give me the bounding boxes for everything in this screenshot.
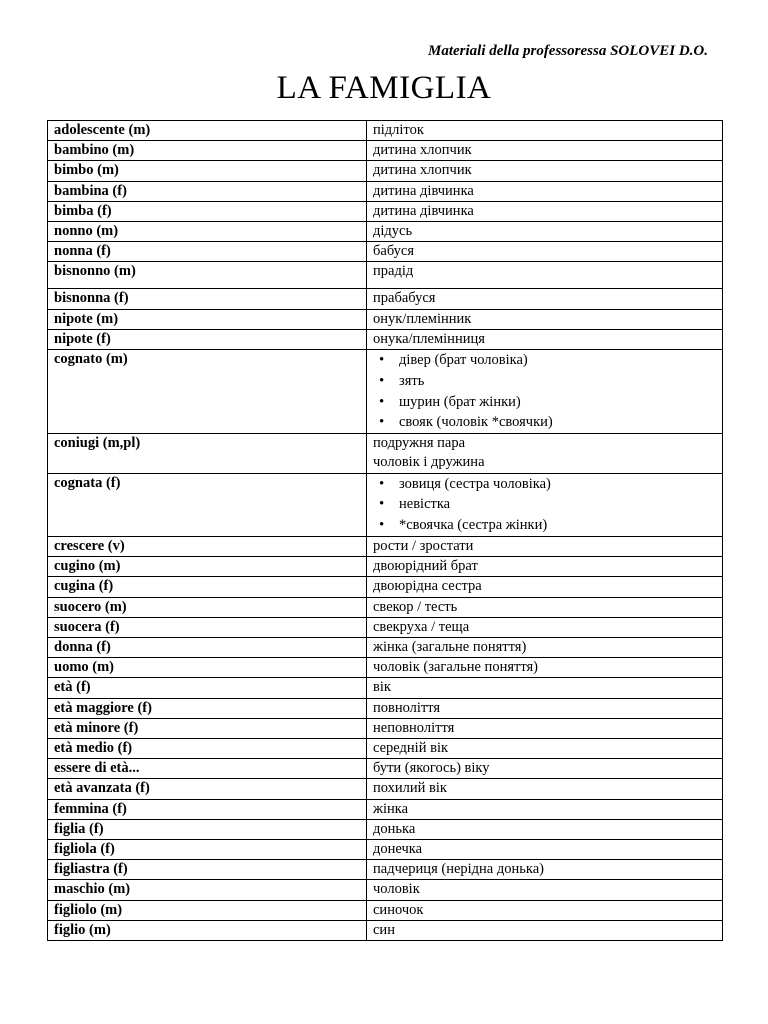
translation-line: синочок: [373, 901, 424, 918]
table-row: [48, 900, 723, 920]
translation-list-item: • шурин (брат жінки): [399, 392, 716, 413]
table-row: [48, 920, 723, 940]
italian-term: figliolo (m): [48, 900, 367, 920]
italian-term: nipote (m): [48, 309, 367, 329]
translation-line: похилий вік: [373, 780, 447, 797]
translation-line: жінка (загальне поняття): [373, 639, 527, 656]
translation-line: свекор / тесть: [373, 598, 458, 615]
ukrainian-translation: [367, 557, 723, 577]
table-row: [48, 739, 723, 759]
translation-line: бабуся: [373, 243, 414, 260]
translation-line: бути (якогось) віку: [373, 760, 490, 777]
italian-term: suocera (f): [48, 617, 367, 637]
italian-term: bambina (f): [48, 181, 367, 201]
translation-line: чоловік: [373, 881, 420, 898]
ukrainian-translation: [367, 350, 723, 434]
italian-term: donna (f): [48, 638, 367, 658]
table-row: [48, 617, 723, 637]
ukrainian-translation: [367, 262, 723, 289]
italian-term: femmina (f): [48, 799, 367, 819]
ukrainian-translation: [367, 537, 723, 557]
italian-term: figliastra (f): [48, 860, 367, 880]
table-row: [48, 242, 723, 262]
translation-list: [373, 350, 716, 433]
italian-term: bimbo (m): [48, 161, 367, 181]
ukrainian-translation: [367, 739, 723, 759]
translation-list-item: • дівер (брат чоловіка): [399, 350, 716, 371]
translation-line: чоловік і дружина: [373, 454, 485, 471]
table-row: [48, 329, 723, 349]
translation-line: подружня пара: [373, 435, 466, 452]
italian-term: adolescente (m): [48, 121, 367, 141]
italian-term: nonna (f): [48, 242, 367, 262]
translation-line: підліток: [373, 122, 424, 138]
translation-line: двоюрідний брат: [373, 558, 478, 575]
translation-line: вік: [373, 679, 391, 696]
page-title: LA FAMIGLIA: [276, 70, 492, 106]
table-row: [48, 840, 723, 860]
translation-line: неповноліття: [373, 719, 455, 736]
table-row: [48, 819, 723, 839]
translation-list-item: • зовиця (сестра чоловіка): [399, 474, 716, 495]
table-row: [48, 181, 723, 201]
translation-line: дідусь: [373, 223, 413, 240]
ukrainian-translation: [367, 577, 723, 597]
table-row: [48, 262, 723, 289]
translation-list-item: • зять: [399, 371, 716, 392]
italian-term: età minore (f): [48, 718, 367, 738]
translation-line: дитина хлопчик: [373, 162, 472, 179]
table-row: [48, 473, 723, 536]
table-row: [48, 289, 723, 309]
ukrainian-translation: [367, 201, 723, 221]
italian-term: coniugi (m,pl): [48, 434, 367, 473]
translation-line: свекруха / теща: [373, 618, 470, 635]
table-row: [48, 577, 723, 597]
translation-line: дитина дівчинка: [373, 182, 474, 199]
italian-term: cugina (f): [48, 577, 367, 597]
table-row: [48, 557, 723, 577]
ukrainian-translation: [367, 141, 723, 161]
translation-list-item: • невістка: [399, 494, 716, 515]
table-row: [48, 222, 723, 242]
table-row: [48, 597, 723, 617]
table-row: [48, 678, 723, 698]
table-row: [48, 350, 723, 434]
ukrainian-translation: [367, 718, 723, 738]
italian-term: bimba (f): [48, 201, 367, 221]
ukrainian-translation: [367, 161, 723, 181]
italian-term: nipote (f): [48, 329, 367, 349]
table-row: [48, 779, 723, 799]
translation-line: падчериця (нерідна донька): [373, 861, 544, 878]
translation-line: повноліття: [373, 699, 441, 716]
italian-term: figlio (m): [48, 920, 367, 940]
italian-term: suocero (m): [48, 597, 367, 617]
translation-line: чоловік (загальне поняття): [373, 659, 538, 676]
italian-term: età maggiore (f): [48, 698, 367, 718]
table-row: [48, 718, 723, 738]
italian-term: figlia (f): [48, 819, 367, 839]
vocabulary-table: [47, 120, 723, 941]
italian-term: bambino (m): [48, 141, 367, 161]
ukrainian-translation: [367, 473, 723, 536]
translation-list-item: • свояк (чоловік *своячки): [399, 412, 716, 433]
translation-line: син: [373, 921, 395, 938]
italian-term: età medio (f): [48, 739, 367, 759]
translation-list: [373, 474, 716, 536]
ukrainian-translation: [367, 181, 723, 201]
italian-term: età (f): [48, 678, 367, 698]
italian-term: nonno (m): [48, 222, 367, 242]
italian-term: essere di età...: [48, 759, 367, 779]
ukrainian-translation: [367, 289, 723, 309]
ukrainian-translation: [367, 779, 723, 799]
italian-term: crescere (v): [48, 537, 367, 557]
translation-line: онука/племінниця: [373, 330, 485, 347]
ukrainian-translation: [367, 121, 723, 141]
translation-line: рости / зростати: [373, 538, 474, 555]
italian-term: bisnonno (m): [48, 262, 367, 289]
table-row: [48, 880, 723, 900]
table-row: [48, 860, 723, 880]
italian-term: uomo (m): [48, 658, 367, 678]
ukrainian-translation: [367, 222, 723, 242]
ukrainian-translation: [367, 698, 723, 718]
translation-line: донечка: [373, 841, 423, 858]
ukrainian-translation: [367, 309, 723, 329]
italian-term: maschio (m): [48, 880, 367, 900]
ukrainian-translation: [367, 819, 723, 839]
translation-line: прабабуся: [373, 290, 436, 307]
ukrainian-translation: [367, 900, 723, 920]
translation-line: донька: [373, 820, 416, 837]
ukrainian-translation: [367, 638, 723, 658]
table-row: [48, 434, 723, 473]
table-row: [48, 161, 723, 181]
translation-list-item: • *своячка (сестра жінки): [399, 515, 716, 536]
translation-line: двоюрідна сестра: [373, 578, 482, 595]
ukrainian-translation: [367, 678, 723, 698]
table-row: [48, 658, 723, 678]
translation-line: жінка: [373, 800, 409, 817]
table-row: [48, 698, 723, 718]
table-row: [48, 759, 723, 779]
ukrainian-translation: [367, 617, 723, 637]
document-header: Materiali della professoressa SOLOVEI D.O.: [427, 43, 708, 59]
translation-line: дитина дівчинка: [373, 202, 474, 219]
ukrainian-translation: [367, 329, 723, 349]
ukrainian-translation: [367, 597, 723, 617]
ukrainian-translation: [367, 880, 723, 900]
translation-line: дитина хлопчик: [373, 142, 472, 159]
ukrainian-translation: [367, 434, 723, 473]
table-row: [48, 799, 723, 819]
table-row: [48, 201, 723, 221]
table-row: [48, 121, 723, 141]
table-row: [48, 309, 723, 329]
italian-term: cugino (m): [48, 557, 367, 577]
ukrainian-translation: [367, 920, 723, 940]
translation-line: прадід: [373, 263, 414, 280]
table-row: [48, 141, 723, 161]
translation-line: середній вік: [373, 740, 449, 757]
ukrainian-translation: [367, 860, 723, 880]
italian-term: cognato (m): [48, 350, 367, 434]
ukrainian-translation: [367, 759, 723, 779]
table-row: [48, 638, 723, 658]
italian-term: cognata (f): [48, 473, 367, 536]
ukrainian-translation: [367, 799, 723, 819]
italian-term: bisnonna (f): [48, 289, 367, 309]
translation-line: онук/племінник: [373, 310, 472, 327]
vocabulary-table-body: [48, 121, 723, 941]
italian-term: età avanzata (f): [48, 779, 367, 799]
ukrainian-translation: [367, 840, 723, 860]
ukrainian-translation: [367, 242, 723, 262]
table-row: [48, 537, 723, 557]
italian-term: figliola (f): [48, 840, 367, 860]
ukrainian-translation: [367, 658, 723, 678]
